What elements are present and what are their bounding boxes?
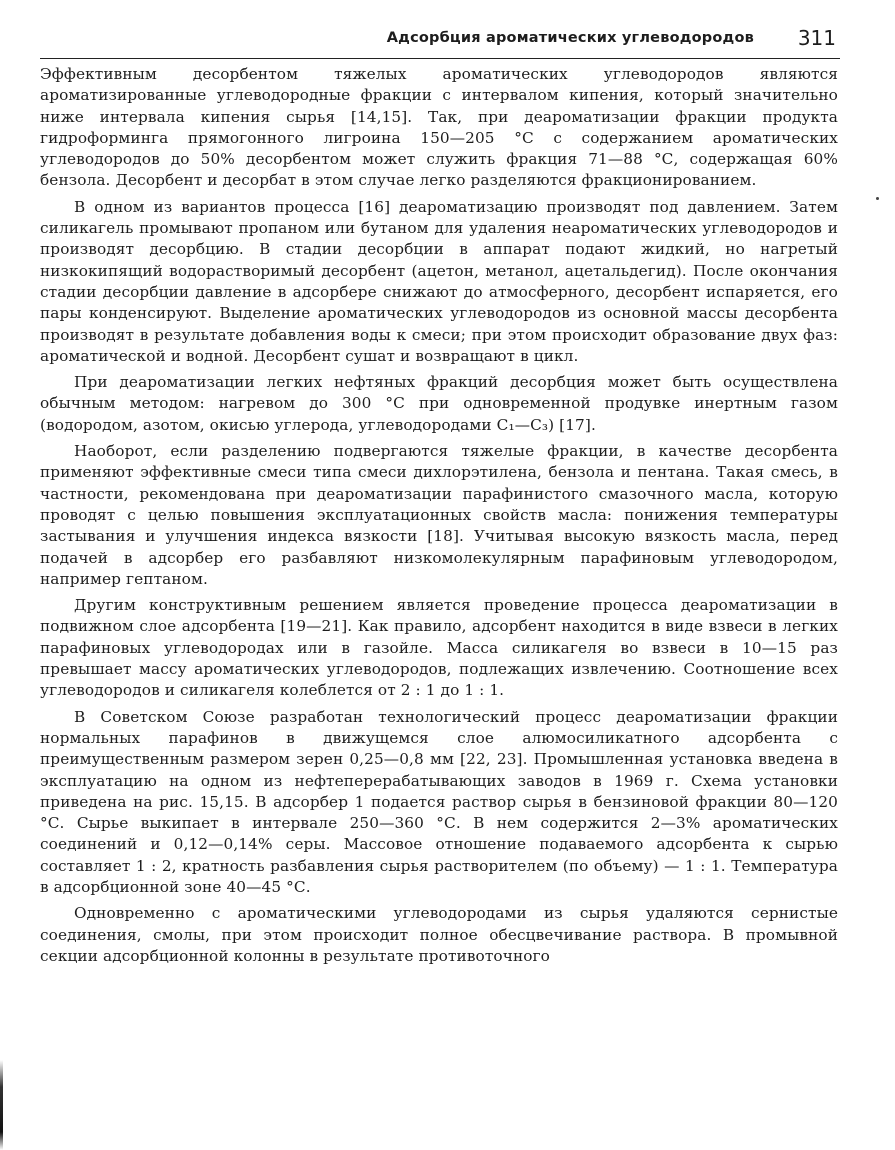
paragraph-light-fractions: При деароматизации легких нефтяных фракций десорбция может быть осуществлена обычным методом: нагревом до 300 °С при одновременной продувке инертным газом (водородом, азотом, окисью углерода, углеводородами С₁—С₃) [17]. xyxy=(40,373,838,434)
running-title: Адсорбция ароматических углеводородов xyxy=(386,30,754,46)
paragraph-soviet-process: В Советском Союзе разработан технологический процесс деароматизации фракции нормальных парафинов в движущемся слое алюмосиликатного адсорбента с преимущественным размером зерен 0,25—0,8 мм [22, 23]. Промышленная установка введена в эксплуатацию на одном из нефтеперерабатывающих заводов в 1969 г. Схема установки приведена на рис. 15,15. В адсорбер 1 подается раствор сырья в бензиновой фракции 80—120 °С. Сырье выкипает в интервале 250—360 °С. В нем содержится 2—3% ароматических соединений и 0,12—0,14% серы. Массовое отношение подаваемого адсорбента к сырью составляет 1 : 2, кратность разбавления сырья растворителем (по объему) — 1 : 1. Температура в адсорбционной зоне 40—45 °С. xyxy=(40,707,838,896)
paragraph-pressure-process: В одном из вариантов процесса [16] деароматизацию производят под давлением. Затем силикагель промывают пропаном или бутаном для удаления неароматических углеводородов и производят десорбцию. В стадии десорбции в аппарат подают жидкий, но нагретый низкокипящий водорастворимый десорбент (ацетон, метанол, ацетальдегид). После окончания стадии десорбции давление в адсорбере снижают до атмосферного, десорбент испаряется, его пары конденсируют. Выделение ароматических углеводородов из основной массы десорбента производят в результате добавления воды к смеси; при этом происходит образование двух фаз: ароматической и водной. Десорбент сушат и возвращают в цикл. xyxy=(40,197,838,365)
page-number: 311 xyxy=(797,26,836,50)
binding-edge-mark xyxy=(0,1060,3,1150)
body-text xyxy=(40,64,838,972)
paragraph-desorbent-heavy-aromatics: Эффективным десорбентом тяжелых ароматических углеводородов являются ароматизированные углеводородные фракции с интервалом кипения, который значительно ниже интервала кипения сырья [14,15]. Так, при деароматизации фракции продукта гидроформинга прямогонного лигроина 150—205 °С с содержанием ароматических углеводородов до 50% десорбентом может служить фракция 71—88 °С, содержащая 60% бензола. Десорбент и десорбат в этом случае легко разделяются фракционированием. xyxy=(40,65,838,190)
paragraph-sulfur-removal: Одновременно с ароматическими углеводородами из сырья удаляются сернистые соединения, смолы, при этом происходит полное обесцвечивание раствора. В промывной секции адсорбционной колонны в результате противоточного xyxy=(40,904,838,965)
margin-dot xyxy=(876,197,879,200)
running-head xyxy=(40,26,840,56)
paragraph-heavy-fractions: Наоборот, если разделению подвергаются тяжелые фракции, в качестве десорбента применяют эффективные смеси типа смеси дихлорэтилена, бензола и пентана. Такая смесь, в частности, рекомендована при деароматизации парафинистого смазочного масла, которую проводят с целью повышения эксплуатационных свойств масла: понижения температуры застывания и улучшения индекса вязкости [18]. Учитывая высокую вязкость масла, перед подачей в адсорбер его разбавляют низкомолекулярным парафиновым углеводородом, например гептаном. xyxy=(40,442,838,588)
header-rule xyxy=(40,58,840,59)
paragraph-moving-bed: Другим конструктивным решением является проведение процесса деароматизации в подвижном слое адсорбента [19—21]. Как правило, адсорбент находится в виде взвеси в легких парафиновых углеводородах или в газойле. Масса силикагеля во взвеси в 10—15 раз превышает массу ароматических углеводородов, подлежащих извлечению. Соотношение всех углеводородов и силикагеля колеблется от 2 : 1 до 1 : 1. xyxy=(40,596,838,700)
